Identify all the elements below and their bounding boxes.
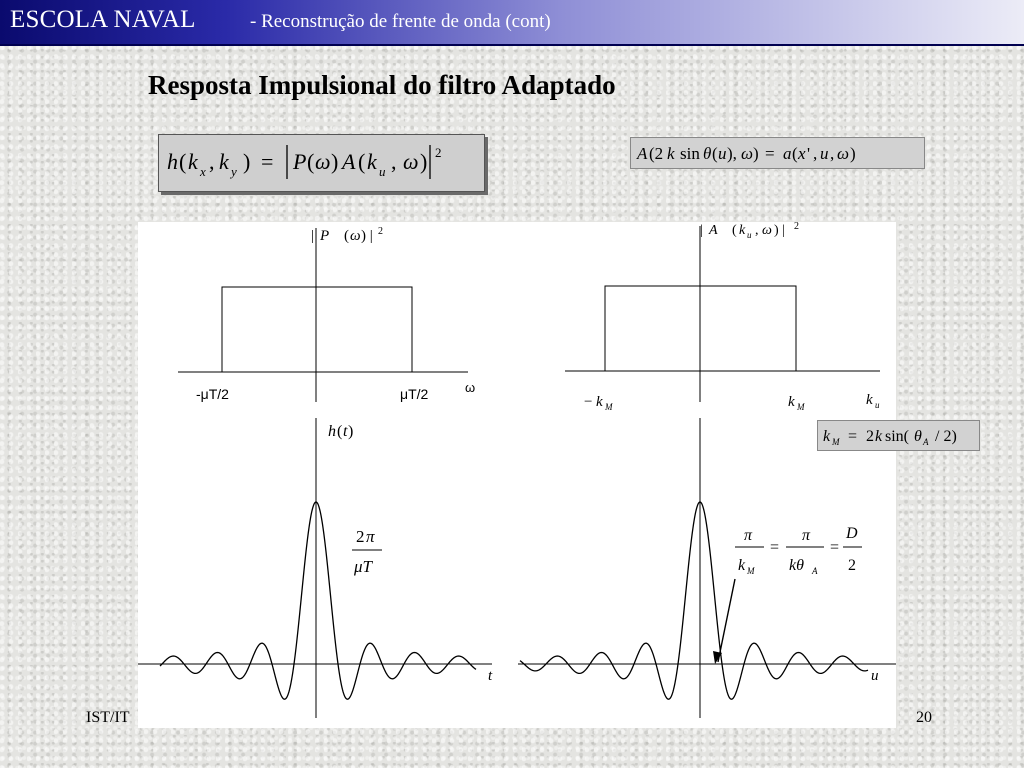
svg-text:2: 2 (378, 226, 383, 237)
plot-aperture-spectrum (565, 226, 880, 402)
svg-text:) |: ) | (774, 223, 785, 238)
page-number: 20 (916, 709, 932, 726)
svg-text:(: ( (732, 223, 737, 238)
svg-text:ω: ω (315, 149, 331, 174)
svg-text:sin: sin (680, 144, 700, 163)
svg-text:M: M (832, 437, 840, 447)
svg-text:μT: μT (354, 557, 372, 576)
xlabel-bottom-left: t (488, 668, 493, 684)
svg-text:π: π (744, 527, 753, 544)
svg-text:θ: θ (914, 428, 922, 445)
footer-source: IST/IT (86, 709, 130, 726)
svg-text:,: , (813, 144, 818, 163)
svg-text:=: = (261, 149, 274, 174)
svg-text:,: , (209, 149, 215, 174)
svg-text:,: , (391, 149, 397, 174)
svg-text:t: t (343, 423, 348, 440)
svg-text:,: , (755, 223, 759, 238)
arrow-to-first-null (713, 579, 735, 664)
svg-text:sin(: sin( (885, 428, 909, 445)
svg-text:k: k (875, 428, 883, 445)
slide-title: Resposta Impulsional do filtro Adaptado (148, 70, 616, 100)
sinc-curve-right (520, 502, 868, 699)
resolution-formula (735, 525, 862, 576)
xlabel-bottom-right: u (871, 668, 879, 684)
svg-text:(: ( (344, 228, 349, 244)
svg-text:kθ: kθ (789, 557, 804, 574)
svg-text:M: M (797, 402, 805, 412)
svg-text:D: D (846, 525, 858, 542)
svg-text:=: = (830, 539, 840, 556)
svg-text:k: k (739, 223, 746, 238)
svg-text:=: = (848, 428, 858, 445)
svg-text:ω: ω (762, 223, 772, 238)
svg-text:M: M (605, 402, 613, 412)
svg-text:(: ( (179, 149, 187, 174)
svg-text:2: 2 (356, 527, 365, 546)
svg-text:M: M (747, 566, 755, 576)
svg-text:k: k (738, 557, 746, 574)
rect-spectrum (222, 287, 412, 372)
svg-text:k: k (188, 149, 198, 174)
school-name: ESCOLA NAVAL (10, 6, 196, 33)
tick-left-top-right: − (584, 394, 593, 410)
svg-text:(: ( (337, 423, 343, 440)
svg-text:A: A (709, 223, 718, 238)
svg-text:): ) (420, 149, 428, 174)
svg-text:A: A (342, 149, 356, 174)
svg-text:2: 2 (866, 428, 874, 445)
tick-right-top-left: μT/2 (400, 386, 429, 402)
svg-text:u: u (875, 400, 880, 410)
svg-text:=: = (765, 144, 775, 163)
svg-text:x: x (798, 144, 806, 163)
svg-text:u: u (747, 230, 752, 240)
svg-text:π: π (802, 527, 811, 544)
svg-text:ω: ω (837, 144, 850, 163)
tick-right-top-right: k (788, 394, 795, 410)
xlabel-top-left: ω (465, 380, 476, 395)
plot-power-spectrum (178, 228, 468, 402)
svg-text:2: 2 (794, 222, 799, 232)
svg-text:A: A (923, 437, 929, 447)
svg-text:ω: ω (741, 144, 754, 163)
svg-text:u: u (379, 164, 386, 179)
svg-text:': ' (807, 144, 811, 163)
svg-text:u: u (718, 144, 727, 163)
ylabel-bottom-left: h (328, 423, 336, 440)
svg-text:x: x (200, 164, 206, 179)
svg-text:): ) (753, 144, 759, 163)
svg-text:u: u (820, 144, 829, 163)
svg-text:y: y (231, 164, 237, 179)
km-equation (817, 420, 980, 451)
svg-text:A: A (637, 144, 648, 163)
tick-left-top-left: -μT/2 (196, 386, 229, 402)
svg-text:a: a (783, 144, 792, 163)
svg-text:): ) (243, 149, 251, 174)
svg-text:k: k (667, 144, 675, 163)
svg-text:ω: ω (350, 228, 361, 244)
svg-text:),: ), (727, 144, 737, 163)
svg-text:(: ( (712, 144, 718, 163)
svg-text:) |: ) | (361, 228, 373, 244)
impulse-response-equation (158, 134, 485, 192)
svg-text:2: 2 (848, 557, 856, 574)
svg-text:2: 2 (435, 145, 442, 160)
svg-text:(: ( (358, 149, 366, 174)
ylabel-top-right: | (700, 223, 703, 238)
svg-text:/ 2): / 2) (935, 428, 957, 445)
svg-text:): ) (850, 144, 856, 163)
mainlobe-width-label (352, 527, 382, 576)
figure-panel (138, 222, 896, 728)
svg-text:(: ( (792, 144, 798, 163)
svg-text:P: P (293, 149, 307, 174)
svg-text:=: = (770, 539, 780, 556)
svg-text:π: π (366, 527, 375, 546)
svg-text:k: k (596, 394, 603, 410)
svg-text:A: A (812, 566, 818, 576)
svg-text:ω: ω (403, 149, 419, 174)
svg-text:(: ( (307, 149, 315, 174)
svg-text:θ: θ (703, 144, 712, 163)
svg-text:h: h (167, 149, 178, 174)
svg-text:): ) (331, 149, 339, 174)
svg-text:P: P (320, 228, 330, 244)
svg-text:): ) (348, 423, 354, 440)
mapping-equation (630, 137, 925, 169)
svg-text:k: k (367, 149, 377, 174)
title-bar (0, 0, 1024, 46)
svg-text:(2: (2 (649, 144, 664, 163)
svg-text:k: k (823, 428, 831, 445)
xlabel-top-right: k (866, 392, 873, 408)
slide-subtitle: - Reconstrução de frente de onda (cont) (250, 11, 551, 32)
ylabel-top-left: | (311, 228, 315, 244)
sinc-curve-left (160, 502, 476, 699)
svg-text:k: k (219, 149, 229, 174)
svg-text:,: , (830, 144, 835, 163)
